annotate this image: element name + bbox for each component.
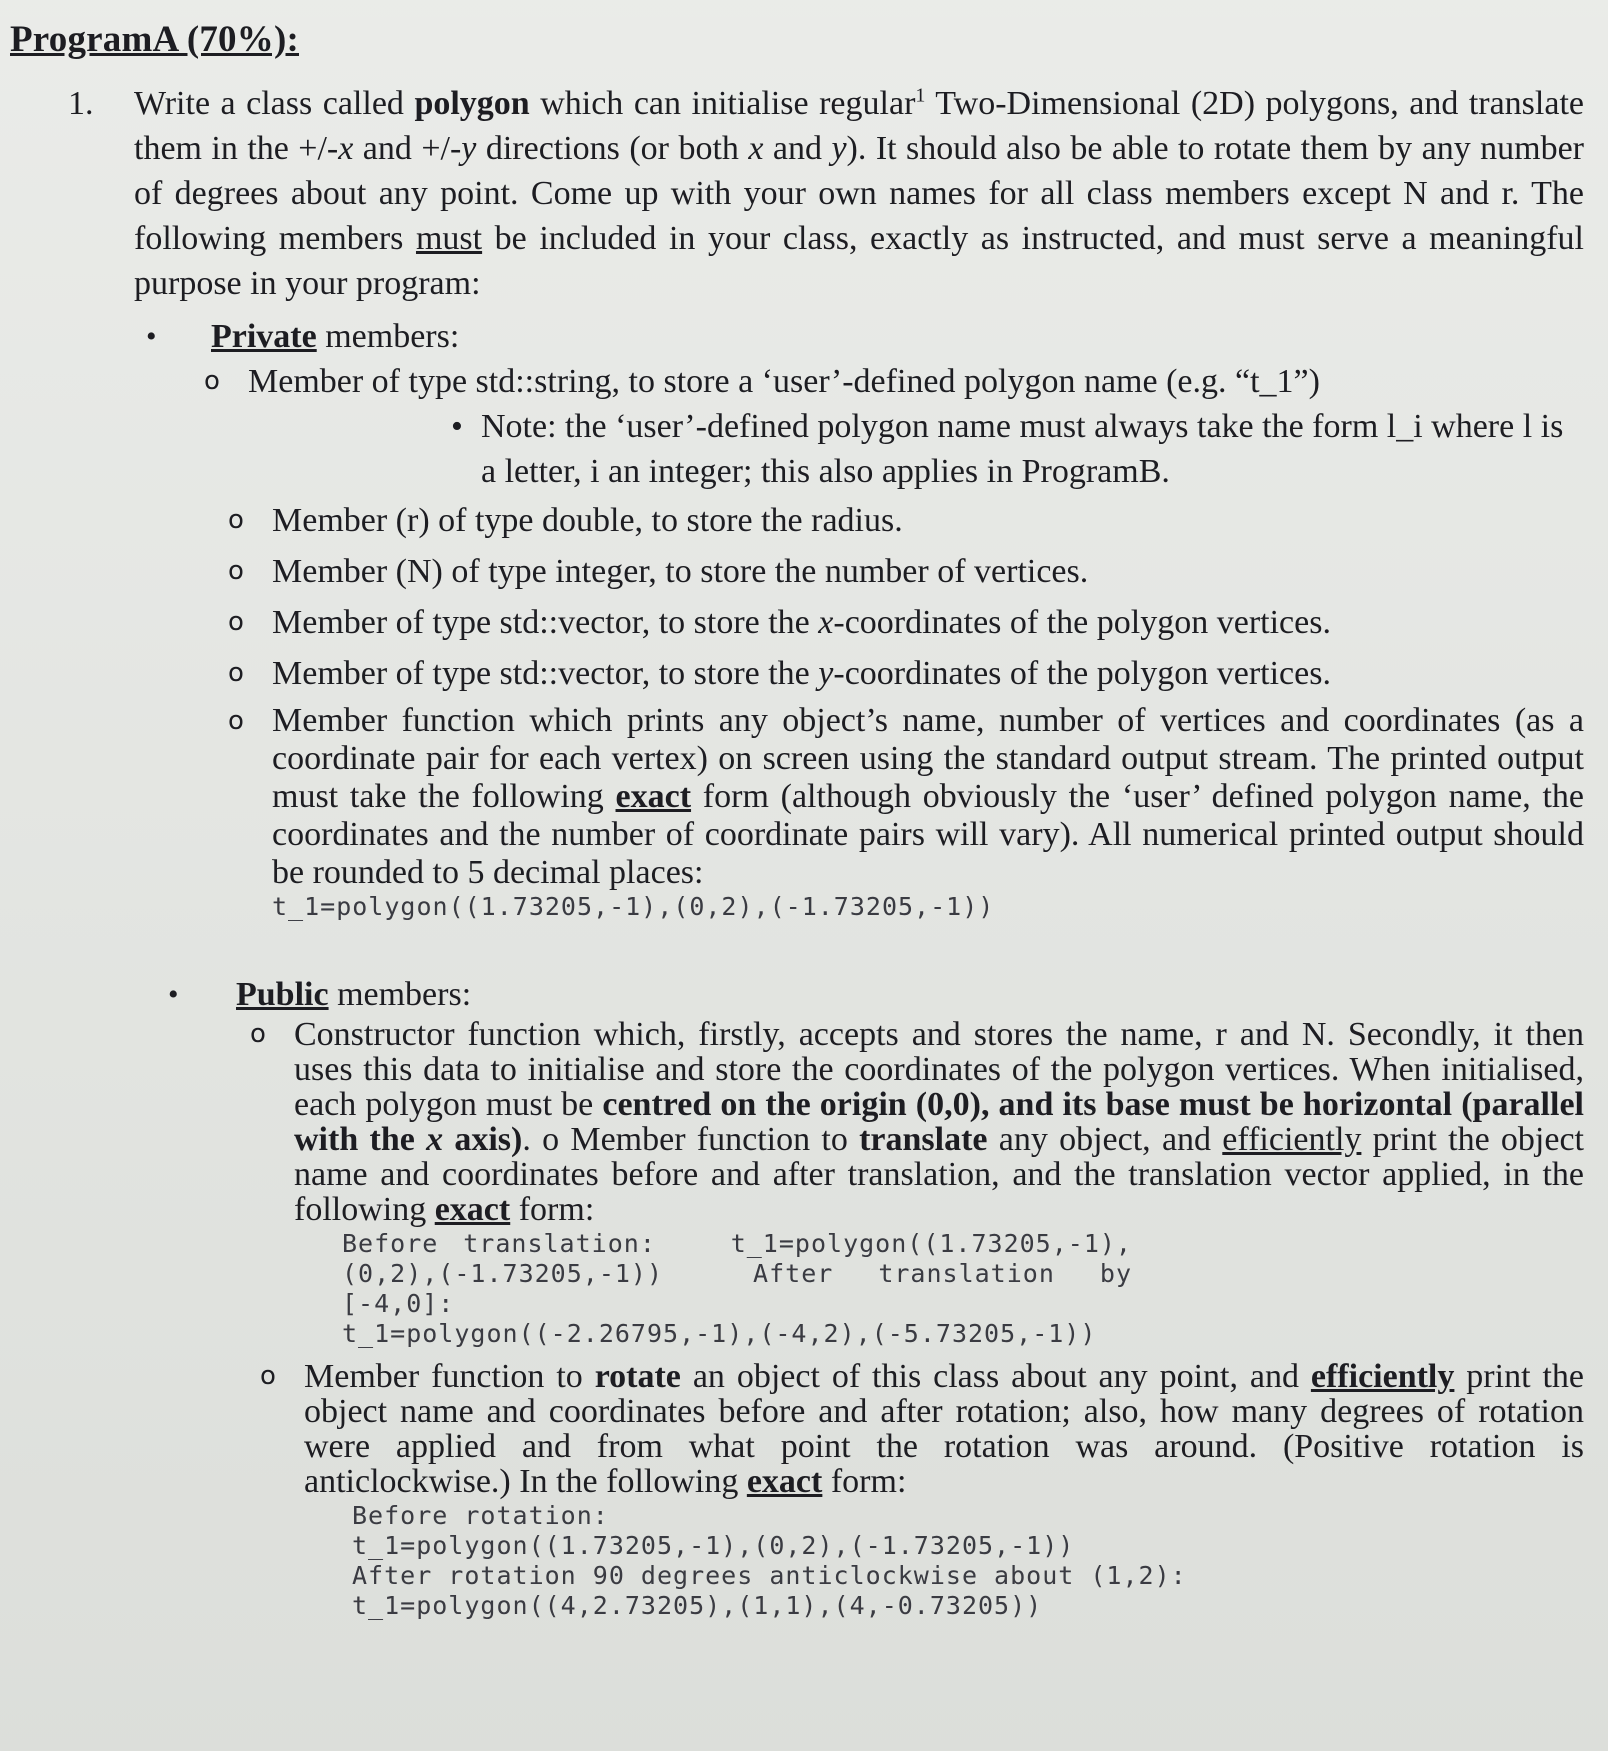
intro-text: ). It should also be able to rotate them by any number of degrees about any point. Come up with your own names for all class members except N and r. The following members (134, 130, 1585, 257)
circle-bullet-icon: o (260, 1361, 276, 1391)
member-text: . o Member function to (522, 1121, 860, 1158)
question-1 (10, 81, 1584, 1621)
note-text: Note: the ‘user’-defined polygon name must always take the form l_i where l is a letter, i an integer; this also applies in ProgramB. (481, 408, 1564, 490)
member-constructor (250, 1016, 1584, 1349)
emphasis-efficiently: efficiently (1222, 1121, 1362, 1158)
name-format-note (451, 404, 1584, 494)
page-heading: ProgramA (70%): (10, 19, 299, 60)
var-x: x (426, 1121, 444, 1158)
var-x: x (818, 604, 834, 641)
member-text: Member of type std::vector, to store the (272, 655, 819, 692)
bullet-icon: • (146, 320, 157, 353)
intro-text: which can initialise regular (529, 85, 916, 122)
footnote-marker: 1 (915, 84, 926, 107)
question-number: 1. (68, 85, 94, 122)
bullet-icon: • (168, 978, 179, 1011)
circle-bullet-icon: o (250, 1019, 266, 1049)
section-suffix: members: (316, 318, 460, 355)
member-text: any object, and (987, 1121, 1223, 1158)
private-label: Private (211, 318, 317, 355)
emphasis-exact: exact (615, 778, 692, 815)
var-x: x (338, 130, 354, 167)
circle-bullet-icon: o (228, 607, 244, 637)
emphasis-exact: exact (434, 1191, 511, 1228)
member-text: Constructor function which, firstly, accepts and stores the name, r and N. Secondly, it then uses this data to initialise and store the coordinates of the polygon vertices. When initialised, each polygon must be (294, 1016, 1584, 1123)
intro-text: Write a class called (134, 85, 415, 122)
emphasis-translate: translate (859, 1121, 988, 1158)
print-output-example: t_1=polygon((1.73205,-1),(0,2),(-1.73205,-1)) (272, 892, 995, 921)
member-text: print the object name and coordinates before and after rotation; also, how many degrees of rotation were applied and from what point the rotation was around. (Positive rotation is anticlockwise.) In the following (304, 1358, 1584, 1500)
emphasis-rotate: rotate (594, 1358, 681, 1395)
intro-text: and (763, 130, 832, 167)
class-name: polygon (414, 85, 530, 122)
member-text: -coordinates of the polygon vertices. (833, 604, 1331, 641)
member-text: Member (r) of type double, to store the radius. (272, 502, 903, 539)
member-text: Member function which prints any object’s name, number of vertices and coordinates (as a coordinate pair for each vertex) on screen using the standard output stream. The printed output must take the following (272, 702, 1584, 815)
member-text: form: (510, 1191, 595, 1228)
emphasis-centred: centred on the origin (0,0), and its base must be horizontal (parallel with the (294, 1086, 1584, 1158)
circle-bullet-icon: o (228, 505, 244, 535)
member-text: Member of type std::string, to store a ‘user’-defined polygon name (e.g. “t_1”) (248, 363, 1320, 400)
intro-text: Two-Dimensional (2D) polygons, and translate them in the +/- (134, 85, 1584, 167)
circle-bullet-icon: o (228, 706, 244, 736)
member-text: form (although obviously the ‘user’ defined polygon name, the coordinates and the number of coordinate pairs will vary). All numerical printed output should be rounded to 5 decimal places: (272, 778, 1584, 891)
member-rotate-function (260, 1358, 1584, 1621)
emphasis-efficiently: efficiently (1310, 1358, 1455, 1395)
member-text: form: (822, 1463, 907, 1500)
emphasis-centred: axis) (443, 1121, 523, 1158)
spacer (134, 922, 1584, 964)
circle-bullet-icon: o (228, 658, 244, 688)
intro-text: be included in your class, exactly as instructed, and must serve a meaningful purpose in your program: (134, 220, 1584, 302)
member-text: an object of this class about any point, and (680, 1358, 1311, 1395)
member-string (204, 359, 1584, 404)
public-members-section (134, 972, 1584, 1621)
member-text: -coordinates of the polygon vertices. (833, 655, 1331, 692)
private-members-section (134, 314, 1584, 922)
member-text: Member function to (304, 1358, 595, 1395)
intro-text: directions (or both (476, 130, 749, 167)
member-radius (228, 498, 1584, 543)
member-x-vector (228, 600, 1584, 645)
member-y-vector (228, 651, 1584, 696)
question-intro (134, 81, 1584, 306)
rotate-output-example: Before rotation: t_1=polygon((1.73205,-1),(0,2),(-1.73205,-1)) After rotation 90 degrees anticlockwise about (1,2): t_1=polygon((4,2.73205),(1,1),(4,-0.73205)) (352, 1501, 1187, 1620)
public-members-title (236, 972, 1584, 1017)
member-text: Member (N) of type integer, to store the number of vertices. (272, 553, 1089, 590)
member-text: Member of type std::vector, to store the (272, 604, 819, 641)
member-print-function (228, 702, 1584, 922)
public-label: Public (236, 976, 329, 1013)
member-text: print the object name and coordinates before and after translation, and the translation vector applied, in the following (294, 1121, 1584, 1228)
var-x: x (748, 130, 764, 167)
var-y: y (461, 130, 477, 167)
translate-output-example: Before translation: t_1=polygon((1.73205,-1),(0,2),(-1.73205,-1)) After translation by [-4,0]: t_1=polygon((-2.26795,-1),(-4,2),(-5.73205,-1)) (342, 1229, 1132, 1348)
circle-bullet-icon: o (204, 366, 220, 396)
section-suffix: members: (328, 976, 472, 1013)
bullet-icon: • (451, 408, 463, 445)
emphasis-must: must (415, 220, 483, 257)
intro-text: and +/- (353, 130, 462, 167)
member-vertices (228, 549, 1584, 594)
var-y: y (831, 130, 847, 167)
var-y: y (818, 655, 834, 692)
circle-bullet-icon: o (228, 556, 244, 586)
private-members-title (211, 314, 1584, 359)
emphasis-exact: exact (746, 1463, 823, 1500)
